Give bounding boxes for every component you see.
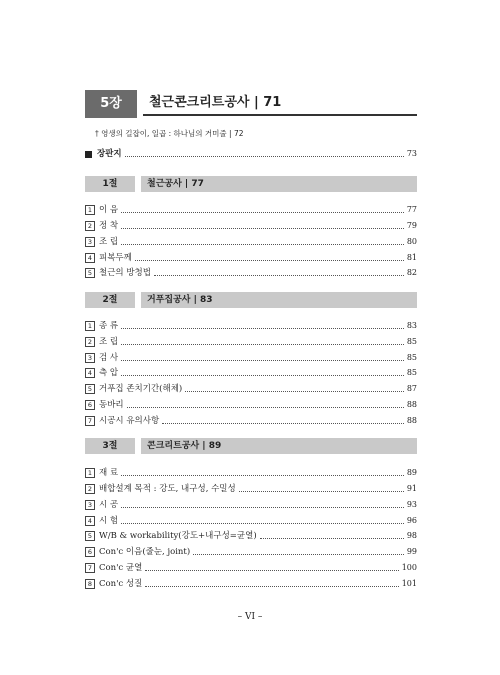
toc-item[interactable] bbox=[85, 351, 417, 365]
section-title: 철근공사 | 77 bbox=[141, 176, 417, 192]
toc-label: 장판지 bbox=[97, 149, 122, 159]
toc-label: 재 료 bbox=[99, 468, 119, 478]
item-number-box: 3 bbox=[85, 237, 95, 247]
toc-label: 종 류 bbox=[99, 321, 119, 331]
toc-item[interactable] bbox=[85, 203, 417, 217]
toc-item[interactable] bbox=[85, 498, 417, 512]
toc-label: 동바리 bbox=[99, 400, 124, 410]
section-number: 1절 bbox=[85, 176, 135, 192]
dot-leader bbox=[193, 554, 404, 555]
section-number: 2절 bbox=[85, 292, 135, 308]
dagger-icon: † bbox=[95, 129, 99, 138]
dot-leader bbox=[125, 156, 404, 157]
item-number-box: 8 bbox=[85, 579, 95, 589]
toc-page-number: 77 bbox=[406, 205, 417, 214]
toc-page-number: 85 bbox=[406, 353, 417, 362]
dot-leader bbox=[185, 391, 404, 392]
item-number-box: 7 bbox=[85, 416, 95, 426]
item-number-box: 1 bbox=[85, 205, 95, 215]
toc-label: 검 사 bbox=[99, 353, 119, 363]
section-header-2 bbox=[85, 292, 417, 308]
chapter-header bbox=[85, 90, 417, 118]
dot-leader bbox=[121, 475, 404, 476]
item-number-box: 3 bbox=[85, 353, 95, 363]
toc-page-number: 91 bbox=[406, 484, 417, 493]
toc-page-number: 80 bbox=[406, 237, 417, 246]
section-title: 콘크리트공사 | 89 bbox=[141, 438, 417, 454]
toc-page-number: 85 bbox=[406, 337, 417, 346]
dot-leader bbox=[135, 260, 404, 261]
item-number-box: 7 bbox=[85, 563, 95, 573]
toc-label: 시 험 bbox=[99, 516, 119, 526]
toc-item[interactable] bbox=[85, 382, 417, 396]
dot-leader bbox=[121, 228, 404, 229]
item-number-box: 4 bbox=[85, 253, 95, 263]
toc-page-number: 82 bbox=[406, 268, 417, 277]
toc-label: 시 공 bbox=[99, 500, 119, 510]
toc-main-item[interactable] bbox=[85, 147, 417, 161]
toc-label: Con'c 균열 bbox=[99, 563, 143, 573]
intro-text: 영생의 길잡이, 일곱 : 하나님의 거미줄 | 72 bbox=[101, 129, 244, 138]
toc-label: Con'c 이음(줄눈, joint) bbox=[99, 547, 191, 557]
toc-item[interactable] bbox=[85, 319, 417, 333]
toc-page-number: 85 bbox=[406, 368, 417, 377]
toc-item[interactable] bbox=[85, 561, 417, 575]
chapter-number: 5장 bbox=[85, 90, 137, 118]
toc-label: 이 음 bbox=[99, 205, 119, 215]
section-header-3 bbox=[85, 438, 417, 454]
item-number-box: 3 bbox=[85, 500, 95, 510]
dot-leader bbox=[121, 344, 404, 345]
dot-leader bbox=[127, 407, 404, 408]
dot-leader bbox=[121, 328, 404, 329]
toc-label: 철근의 방청법 bbox=[99, 268, 151, 278]
toc-label: 시공시 유의사항 bbox=[99, 416, 160, 426]
toc-label: Con'c 성질 bbox=[99, 579, 143, 589]
dot-leader bbox=[154, 275, 404, 276]
toc-page-number: 87 bbox=[406, 384, 417, 393]
dot-leader bbox=[145, 570, 398, 571]
item-number-box: 2 bbox=[85, 484, 95, 494]
toc-page-number: 73 bbox=[406, 149, 417, 158]
item-number-box: 6 bbox=[85, 547, 95, 557]
section-number: 3절 bbox=[85, 438, 135, 454]
toc-page-number: 101 bbox=[401, 579, 417, 588]
item-number-box: 4 bbox=[85, 516, 95, 526]
intro-line bbox=[95, 128, 243, 139]
item-number-box: 5 bbox=[85, 531, 95, 541]
dot-leader bbox=[121, 244, 404, 245]
page-footer: – VI – bbox=[237, 612, 263, 622]
dot-leader bbox=[260, 538, 404, 539]
toc-page-number: 88 bbox=[406, 400, 417, 409]
toc-page-number: 79 bbox=[406, 221, 417, 230]
square-bullet-icon bbox=[85, 151, 92, 158]
section-title: 거푸집공사 | 83 bbox=[141, 292, 417, 308]
dot-leader bbox=[145, 586, 398, 587]
toc-page-number: 88 bbox=[406, 416, 417, 425]
toc-label: 배합설계 목적 : 강도, 내구성, 수밀성 bbox=[99, 484, 236, 494]
item-number-box: 2 bbox=[85, 221, 95, 231]
toc-label: 정 착 bbox=[99, 221, 119, 231]
toc-page-number: 83 bbox=[406, 321, 417, 330]
dot-leader bbox=[121, 523, 404, 524]
toc-page-number: 81 bbox=[406, 253, 417, 262]
toc-page-number: 93 bbox=[406, 500, 417, 509]
dot-leader bbox=[121, 507, 404, 508]
toc-page-number: 99 bbox=[406, 547, 417, 556]
toc-item[interactable] bbox=[85, 398, 417, 412]
toc-item[interactable] bbox=[85, 266, 417, 280]
dot-leader bbox=[162, 423, 404, 424]
toc-item[interactable] bbox=[85, 545, 417, 559]
toc-page-number: 96 bbox=[406, 516, 417, 525]
toc-item[interactable] bbox=[85, 219, 417, 233]
toc-item[interactable] bbox=[85, 482, 417, 496]
toc-item[interactable] bbox=[85, 366, 417, 380]
toc-item[interactable] bbox=[85, 514, 417, 528]
item-number-box: 1 bbox=[85, 468, 95, 478]
toc-item[interactable] bbox=[85, 466, 417, 480]
dot-leader bbox=[121, 375, 404, 376]
dot-leader bbox=[121, 360, 404, 361]
toc-item[interactable] bbox=[85, 577, 417, 591]
dot-leader bbox=[239, 491, 404, 492]
toc-label: 측 압 bbox=[99, 368, 119, 378]
toc-label: W/B & workability(강도+내구성=균열) bbox=[99, 531, 257, 541]
toc-label: 거푸집 존치기간(해체) bbox=[99, 384, 183, 394]
toc-label: 조 립 bbox=[99, 337, 119, 347]
item-number-box: 5 bbox=[85, 268, 95, 278]
item-number-box: 6 bbox=[85, 400, 95, 410]
toc-item[interactable] bbox=[85, 251, 417, 265]
item-number-box: 1 bbox=[85, 321, 95, 331]
toc-page-number: 89 bbox=[406, 468, 417, 477]
toc-item[interactable] bbox=[85, 529, 417, 543]
toc-item[interactable] bbox=[85, 235, 417, 249]
item-number-box: 4 bbox=[85, 368, 95, 378]
dot-leader bbox=[121, 212, 404, 213]
toc-item[interactable] bbox=[85, 414, 417, 428]
toc-label: 피복두께 bbox=[99, 253, 132, 263]
item-number-box: 5 bbox=[85, 384, 95, 394]
toc-page-number: 100 bbox=[401, 563, 417, 572]
toc-item[interactable] bbox=[85, 335, 417, 349]
toc-label: 조 립 bbox=[99, 237, 119, 247]
section-header-1 bbox=[85, 176, 417, 192]
toc-page-number: 98 bbox=[406, 531, 417, 540]
item-number-box: 2 bbox=[85, 337, 95, 347]
chapter-title: 철근콘크리트공사 | 71 bbox=[143, 90, 417, 116]
